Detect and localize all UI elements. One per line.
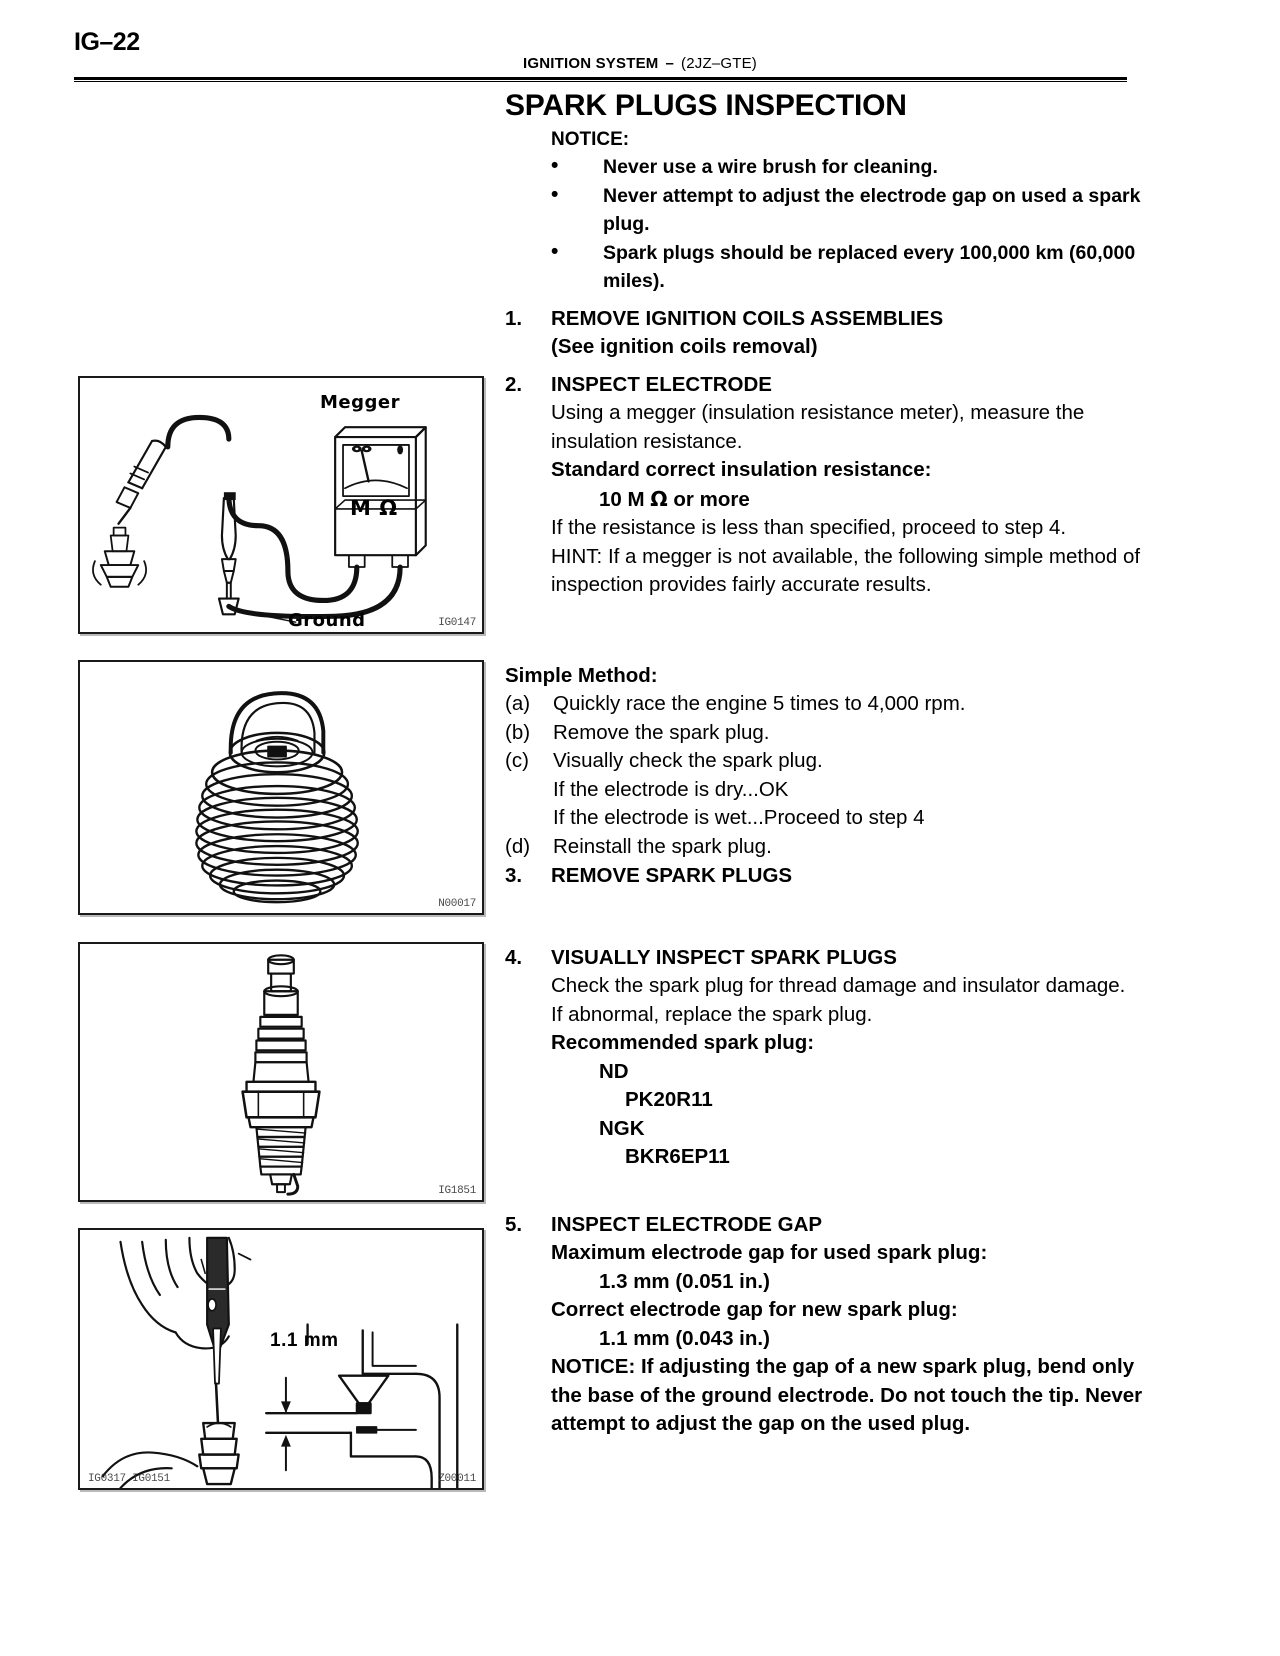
figure-megger-device-label: Megger [320,392,400,413]
item-marker [505,804,553,833]
spark-plug-side-illustration [80,944,482,1200]
figure-id-left: IG0317 IG0151 [88,1473,170,1485]
step-paragraph: Using a megger (insulation resistance meter), measure the insulation resistance. [551,401,1085,453]
step-paragraph: Check the spark plug for thread damage and insulator damage. [551,974,1126,997]
item-marker: (a) [505,692,531,715]
figure-electrode-gap-measurement [78,1228,484,1490]
notice-item-text: Never attempt to adjust the electrode gap on used a spark plug. [603,184,1141,235]
simple-method-heading: Simple Method: [505,663,658,687]
plug-brand: ND [599,1059,629,1083]
spec-value [551,485,1145,515]
header-title [0,55,1280,72]
simple-method-item [505,719,1145,748]
step-number: 5. [505,1212,523,1236]
spec-value-max-gap: 1.3 mm (0.051 in.) [599,1269,770,1293]
notice-item-text: Spark plugs should be replaced every 100,000 km (60,000 miles). [603,241,1136,292]
figure-spark-plug-top-view [78,660,484,915]
item-marker: (d) [505,834,531,858]
figure-megger-ground-label: Ground [288,610,366,631]
plug-model: BKR6EP11 [625,1145,730,1168]
content-column [505,88,1145,1439]
page-header [0,0,1280,80]
step-title: INSPECT ELECTRODE GAP [551,1212,823,1236]
step-title: VISUALLY INSPECT SPARK PLUGS [551,945,897,969]
spec-value-post: or more [667,487,750,511]
item-marker [505,776,553,805]
figure-id: IG0147 [438,617,476,629]
spec-value-pre: 10 M [599,487,651,511]
page-number: IG–22 [74,28,140,56]
electrode-gap-illustration [80,1230,482,1488]
simple-method-item [505,833,1145,862]
step-3 [505,862,1145,891]
item-text: If the electrode is dry...OK [553,777,789,801]
header-system-name: IGNITION SYSTEM [522,55,659,72]
header-rule [74,77,1127,82]
step-number: 1. [505,306,523,330]
notice-item [551,239,1145,296]
plug-brand: NGK [599,1116,645,1140]
step-notice: NOTICE: If adjusting the gap of a new spark plug, bend only the base of the ground electrode. Do not touch the tip. Never attempt to adjust the gap on the used plug. [551,1355,1143,1435]
figure-megger-unit-label: M Ω [350,496,398,520]
simple-method-item [505,776,1145,805]
step-subtitle: (See ignition coils removal) [551,335,818,358]
notice-label: NOTICE: [551,129,630,150]
figure-id: N00017 [438,898,476,910]
simple-method-block [505,662,1145,862]
ohm-symbol: Ω [650,486,668,511]
step-number: 2. [505,372,523,396]
spec-label-max-gap: Maximum electrode gap for used spark plug: [551,1241,988,1264]
step-title: REMOVE SPARK PLUGS [551,864,793,887]
item-text: If the electrode is wet...Proceed to step 4 [553,806,925,829]
spec-label-correct-gap: Correct electrode gap for new spark plug: [551,1298,958,1321]
notice-item-text: Never use a wire brush for cleaning. [603,156,938,178]
step-2 [505,371,1145,600]
step-paragraph: If the resistance is less than specified, proceed to step 4. [551,516,1067,539]
header-engine-code: (2JZ–GTE) [681,55,758,72]
figure-gap-dimension-label: 1.1 mm [270,1330,339,1351]
bullet-icon: • [551,154,559,177]
simple-method-item [505,747,1145,776]
notice-list [551,153,1145,296]
item-marker: (c) [505,749,529,772]
plug-model: PK20R11 [625,1088,713,1111]
notice-item [551,153,1145,182]
item-marker: (b) [505,720,531,744]
step-4 [505,944,1145,1172]
step-5 [505,1211,1145,1439]
bullet-icon: • [551,239,559,263]
figure-spark-plug-side-view [78,942,484,1202]
step-title: REMOVE IGNITION COILS ASSEMBLIES [551,306,944,330]
spec-label: Recommended spark plug: [551,1031,815,1054]
item-text: Reinstall the spark plug. [553,834,772,858]
step-title: INSPECT ELECTRODE [551,372,772,396]
step-number: 4. [505,945,523,969]
spark-plug-top-illustration [80,662,482,913]
megger-illustration [80,378,482,632]
simple-method-item [505,690,1145,719]
simple-method-item [505,804,1145,833]
figure-id: IG1851 [438,1185,476,1197]
step-1 [505,305,1145,362]
item-text: Visually check the spark plug. [553,749,823,772]
figure-megger-insulation-test [78,376,484,634]
header-dash: – [665,55,675,72]
step-number: 3. [505,864,523,887]
bullet-icon: • [551,182,559,206]
step-hint: HINT: If a megger is not available, the following simple method of inspection provides fairly accurate results. [551,544,1141,596]
page-title: SPARK PLUGS INSPECTION [505,89,907,122]
spec-value-correct-gap: 1.1 mm (0.043 in.) [599,1326,770,1350]
figure-id-right: Z00011 [438,1473,476,1485]
spec-label: Standard correct insulation resistance: [551,458,932,481]
notice-item [551,182,1145,239]
item-text: Quickly race the engine 5 times to 4,000 rpm. [553,692,966,715]
item-text: Remove the spark plug. [553,720,770,744]
step-paragraph: If abnormal, replace the spark plug. [551,1002,873,1026]
